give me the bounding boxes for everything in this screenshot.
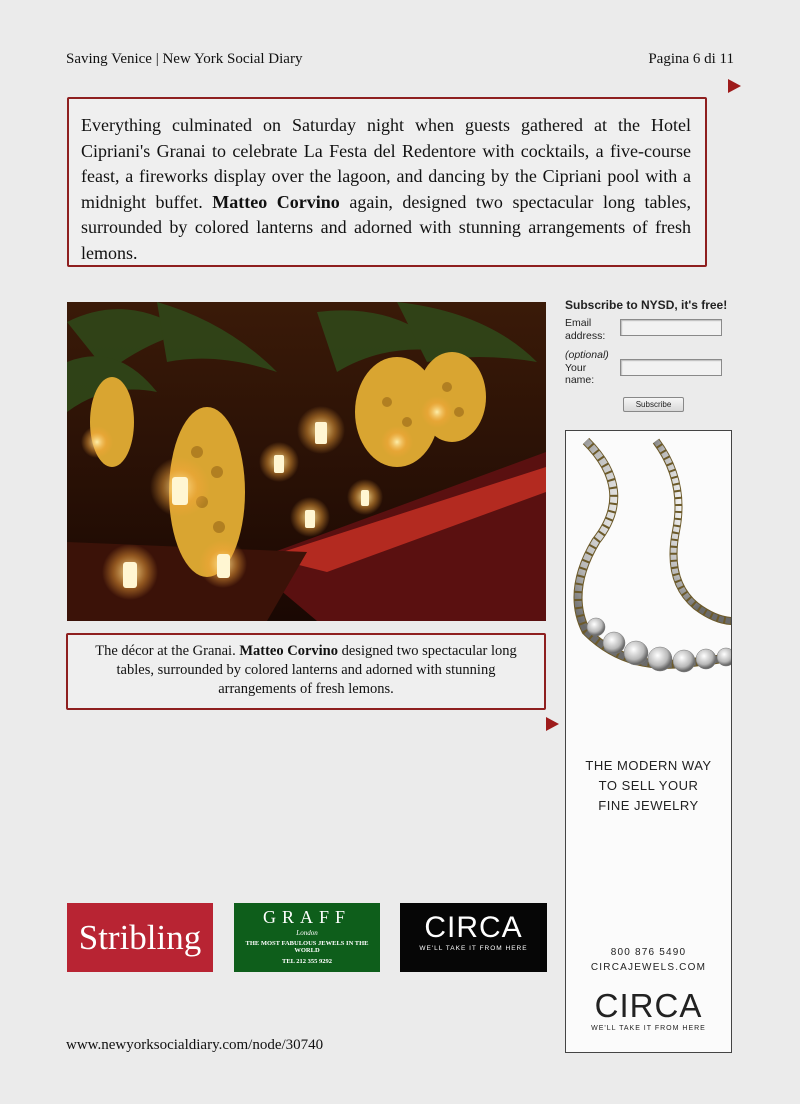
page-url: www.newyorksocialdiary.com/node/30740	[66, 1037, 324, 1053]
subscribe-button[interactable]: Subscribe	[623, 397, 684, 412]
name-label	[565, 349, 609, 387]
subscribe-form	[565, 298, 740, 409]
circa-logo: CIRCA	[594, 987, 703, 1024]
next-arrow-icon[interactable]	[546, 717, 559, 731]
ad-phone: 800 876 5490	[610, 947, 687, 958]
ad-tagline-line-2: TO SELL YOUR	[598, 778, 699, 793]
circa-name: CIRCA	[424, 911, 523, 944]
photo-caption	[66, 633, 546, 710]
ad-url: CIRCAJEWELS.COM	[590, 962, 707, 973]
email-label-line-1: Email	[565, 317, 592, 329]
subscribe-title: Subscribe to NYSD, it's free!	[565, 298, 728, 312]
name-field[interactable]	[620, 359, 722, 376]
story-text-after: again, designed two spectacular long tables, surrounded by colored lanterns and adorned with stunning arrangements of fresh lemons.	[81, 191, 691, 263]
caption-text-after: designed two spectacular long tables, surrounded by colored lanterns and adorned with stunning arrangements of fresh lemons.	[116, 643, 517, 697]
stribling-ad[interactable]: Stribling	[67, 903, 213, 972]
ad-tagline-line-1: THE MODERN WAY	[585, 758, 712, 773]
graff-slogan: THE MOST FABULOUS JEWELS IN THE WORLD	[245, 940, 369, 954]
page-number: Pagina 6 di 11	[648, 51, 734, 67]
event-photo	[67, 302, 546, 621]
necklace-image	[566, 431, 732, 691]
graff-ad[interactable]	[234, 903, 380, 972]
circa-ad[interactable]	[400, 903, 547, 972]
page-title: Saving Venice | New York Social Diary	[66, 51, 303, 67]
name-label-line-3: name:	[565, 374, 595, 386]
caption-text-before: The décor at the Granai.	[95, 643, 240, 659]
email-field[interactable]	[620, 319, 722, 336]
name-label-line-2: Your	[565, 361, 587, 374]
name-label-line-1: (optional)	[565, 349, 609, 361]
circa-logo-tagline: WE'LL TAKE IT FROM HERE	[591, 1025, 706, 1032]
ad-tagline-line-3: FINE JEWELRY	[598, 798, 699, 813]
story-text-before: Everything culminated on Saturday night when guests gathered at the Hotel Cipriani's Granai to celebrate La Festa del Redentore with cocktails, a five-course feast, a fireworks display over the lagoon, and dancing by the Cipriani pool with a midnight buffet.	[81, 115, 691, 212]
graff-city: London	[296, 929, 318, 937]
next-arrow-icon[interactable]	[728, 79, 741, 93]
graff-name: GRAFF	[262, 907, 352, 927]
ad-tagline	[566, 756, 731, 816]
caption-bold-name: Matteo Corvino	[239, 643, 338, 659]
email-label	[565, 317, 605, 342]
story-paragraph	[67, 97, 707, 267]
story-bold-name: Matteo Corvino	[212, 191, 340, 212]
circa-side-ad[interactable]	[565, 430, 732, 1053]
graff-phone: TEL 212 355 9292	[281, 958, 333, 965]
circa-tagline: WE'LL TAKE IT FROM HERE	[419, 945, 528, 952]
email-label-line-2: address:	[565, 329, 606, 342]
